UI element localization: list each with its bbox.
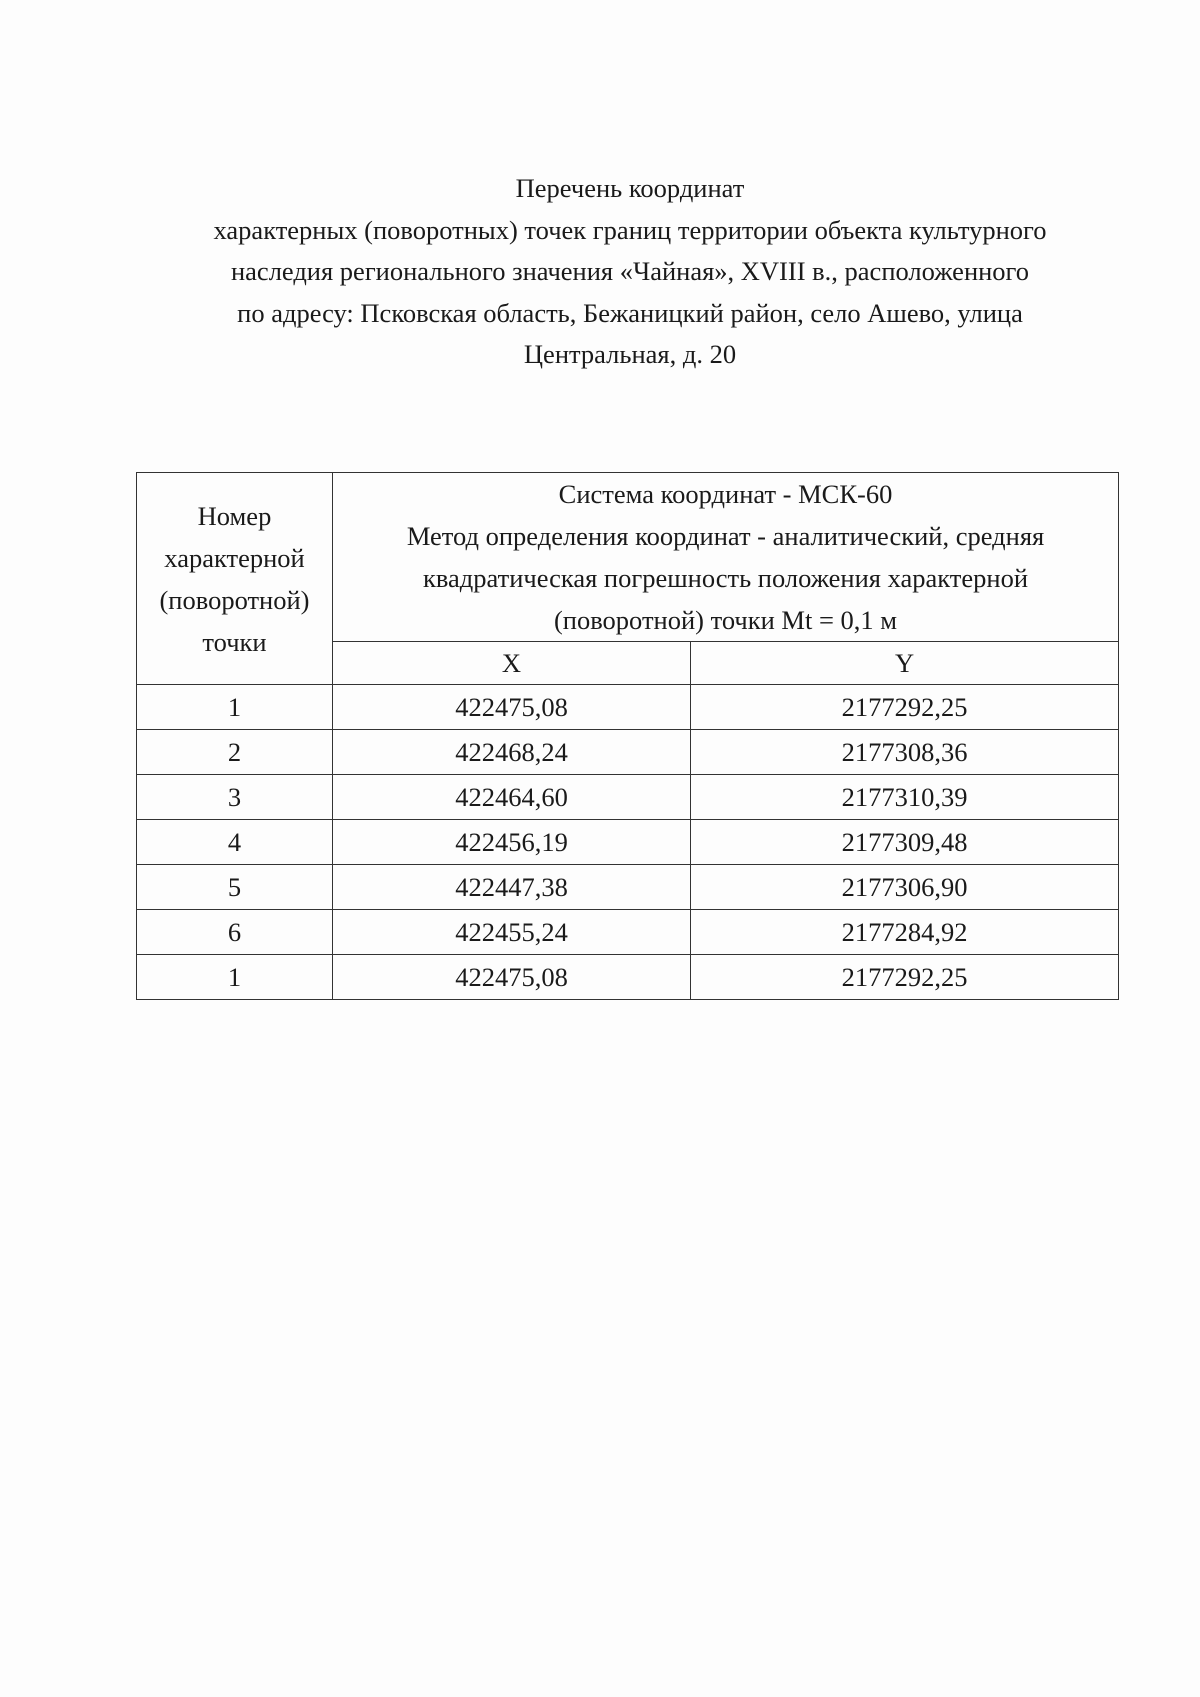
y-value-cell: 2177292,25 [691, 685, 1119, 730]
table-row [137, 730, 1119, 775]
point-number-cell: 1 [137, 955, 333, 1000]
title-line: по адресу: Псковская область, Бежаницкий район, село Ашево, улица [237, 297, 1023, 328]
x-value-cell: 422455,24 [333, 910, 691, 955]
title-line: Центральная, д. 20 [523, 339, 737, 369]
system-header-line: Система координат - МСК-60 [558, 479, 893, 509]
y-value-cell: 2177309,48 [691, 820, 1119, 865]
x-column-header: X [333, 642, 691, 685]
table-row [137, 865, 1119, 910]
point-number-header [137, 473, 333, 685]
system-header-line: Метод определения координат - аналитический, средняя [406, 521, 1045, 551]
table-row [137, 820, 1119, 865]
table-row [137, 685, 1119, 730]
y-column-header: Y [691, 642, 1119, 685]
point-number-cell: 5 [137, 865, 333, 910]
table-row [137, 910, 1119, 955]
point-number-cell: 4 [137, 820, 333, 865]
x-value-cell: 422456,19 [333, 820, 691, 865]
y-value-cell: 2177284,92 [691, 910, 1119, 955]
table-row [137, 775, 1119, 820]
system-header-line: квадратическая погрешность положения характерной [423, 563, 1028, 593]
point-number-cell: 3 [137, 775, 333, 820]
point-number-cell: 6 [137, 910, 333, 955]
point-header-line: Номер [197, 500, 272, 531]
x-value-cell: 422468,24 [333, 730, 691, 775]
point-number-cell: 2 [137, 730, 333, 775]
x-value-cell: 422475,08 [333, 955, 691, 1000]
y-value-cell: 2177308,36 [691, 730, 1119, 775]
table-header-row [137, 473, 1119, 642]
document-title [130, 168, 1130, 376]
coordinate-system-header [333, 473, 1119, 642]
point-number-cell: 1 [137, 685, 333, 730]
title-line: наследия регионального значения «Чайная», XVIII в., расположенного [230, 256, 1030, 286]
x-value-cell: 422464,60 [333, 775, 691, 820]
x-value-cell: 422447,38 [333, 865, 691, 910]
x-value-cell: 422475,08 [333, 685, 691, 730]
point-header-line: (поворотной) [159, 584, 310, 615]
y-value-cell: 2177292,25 [691, 955, 1119, 1000]
title-line: характерных (поворотных) точек границ территории объекта культурного [213, 214, 1047, 245]
coordinates-table [136, 472, 1119, 1000]
title-line: Перечень координат [515, 173, 745, 203]
system-header-line: (поворотной) точки Mt = 0,1 м [553, 605, 898, 635]
point-header-line: точки [202, 626, 267, 657]
y-value-cell: 2177306,90 [691, 865, 1119, 910]
table-row [137, 955, 1119, 1000]
y-value-cell: 2177310,39 [691, 775, 1119, 820]
point-header-line: характерной [164, 542, 305, 573]
